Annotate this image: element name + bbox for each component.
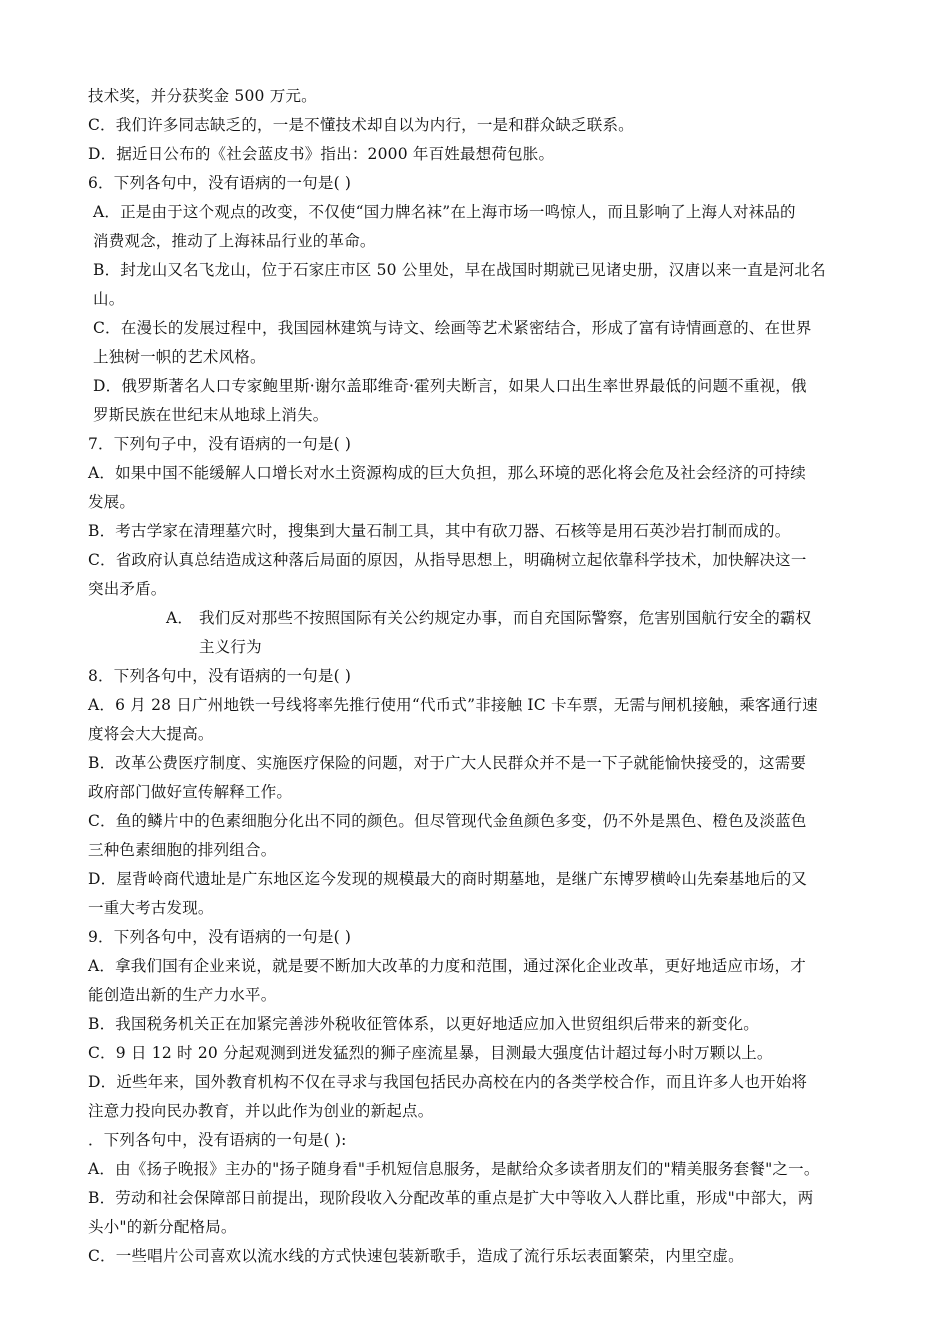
text-line: 主义行为 — [199, 638, 262, 656]
text-line: 发展。 — [88, 493, 136, 511]
text-line: C．我们许多同志缺乏的，一是不懂技术却自以为内行，一是和群众缺乏联系。 — [88, 116, 634, 134]
text-line: C．9 日 12 时 20 分起观测到迸发猛烈的狮子座流星暴，目测最大强度估计超过每小时万颗以上。 — [88, 1044, 773, 1062]
text-line: D．近些年来，国外教育机构不仅在寻求与我国包括民办高校在内的各类学校合作，而且许多人也开始将 — [88, 1073, 808, 1091]
text-line: 头小"的新分配格局。 — [88, 1218, 237, 1236]
text-line: A．由《扬子晚报》主办的"扬子随身看"手机短信息服务，是献给众多读者朋友们的"精美服务套餐"之一。 — [88, 1160, 820, 1178]
text-line: A．正是由于这个观点的改变，不仅使“国力牌名袜”在上海市场一鸣惊人，而且影响了上海人对袜品的 — [93, 203, 796, 221]
text-line: 注意力投向民办教育，并以此作为创业的新起点。 — [88, 1102, 434, 1120]
text-line: A．6 月 28 日广州地铁一号线将率先推行使用“代币式”非接触 IC 卡车票，无需与闸机接触，乘客通行速 — [88, 696, 818, 714]
text-line: B．考古学家在清理墓穴时，搜集到大量石制工具，其中有砍刀器、石核等是用石英沙岩打制而成的。 — [88, 522, 791, 540]
text-line: 政府部门做好宣传解释工作。 — [88, 783, 293, 801]
text-line: C．省政府认真总结造成这种落后局面的原因，从指导思想上，明确树立起依靠科学技术，加快解决这一 — [88, 551, 807, 569]
text-line: B．改革公费医疗制度、实施医疗保险的问题，对于广大人民群众并不是一下子就能愉快接受的，这需要 — [88, 754, 807, 772]
question-heading: 7．下列句子中，没有语病的一句是( ) — [88, 435, 352, 453]
text-line: 突出矛盾。 — [88, 580, 167, 598]
text-line: 我们反对那些不按照国际有关公约规定办事，而自充国际警察，危害别国航行安全的霸权 — [199, 609, 812, 627]
question-heading: 8．下列各句中，没有语病的一句是( ) — [88, 667, 352, 685]
text-line: 技术奖，并分获奖金 500 万元。 — [88, 87, 317, 105]
text-line: C．鱼的鳞片中的色素细胞分化出不同的颜色。但尽管现代金鱼颜色多变，仍不外是黑色、橙色及淡蓝色 — [88, 812, 807, 830]
text-line: 度将会大大提高。 — [88, 725, 214, 743]
text-line: A．拿我们国有企业来说，就是要不断加大改革的力度和范围，通过深化企业改革，更好地适应市场，才 — [88, 957, 806, 975]
text-line: 山。 — [93, 290, 125, 308]
text-line: 能创造出新的生产力水平。 — [88, 986, 277, 1004]
option-label: A． — [166, 609, 194, 627]
text-line: 罗斯民族在世纪末从地球上消失。 — [93, 406, 329, 424]
text-line: B．我国税务机关正在加紧完善涉外税收征管体系，以更好地适应加入世贸组织后带来的新变化。 — [88, 1015, 759, 1033]
question-heading: ．下列各句中，没有语病的一句是( ): — [88, 1131, 347, 1149]
text-line: 上独树一帜的艺术风格。 — [93, 348, 266, 366]
text-line: B．劳动和社会保障部日前提出，现阶段收入分配改革的重点是扩大中等收入人群比重，形成"中部大，两 — [88, 1189, 814, 1207]
text-line: C．在漫长的发展过程中，我国园林建筑与诗文、绘画等艺术紧密结合，形成了富有诗情画意的、在世界 — [93, 319, 812, 337]
text-line: 三种色素细胞的排列组合。 — [88, 841, 277, 859]
text-line: 一重大考古发现。 — [88, 899, 214, 917]
question-heading: 9．下列各句中，没有语病的一句是( ) — [88, 928, 352, 946]
text-line: B．封龙山又名飞龙山，位于石家庄市区 50 公里处，早在战国时期就已见诸史册，汉唐以来一直是河北名 — [93, 261, 826, 279]
text-line: C．一些唱片公司喜欢以流水线的方式快速包装新歌手，造成了流行乐坛表面繁荣，内里空虚。 — [88, 1247, 744, 1265]
text-line: D．俄罗斯著名人口专家鲍里斯·谢尔盖耶维奇·霍列夫断言，如果人口出生率世界最低的问题不重视，俄 — [93, 377, 807, 395]
text-line: A．如果中国不能缓解人口增长对水土资源构成的巨大负担，那么环境的恶化将会危及社会经济的可持续 — [88, 464, 806, 482]
text-line: 消费观念，推动了上海袜品行业的革命。 — [93, 232, 376, 250]
text-line: D．据近日公布的《社会蓝皮书》指出：2000 年百姓最想荷包胀。 — [88, 145, 555, 163]
text-line: D．屋背岭商代遗址是广东地区迄今发现的规模最大的商时期墓地，是继广东博罗横岭山先秦基地后的又 — [88, 870, 808, 888]
question-heading: 6．下列各句中，没有语病的一句是( ) — [88, 174, 352, 192]
